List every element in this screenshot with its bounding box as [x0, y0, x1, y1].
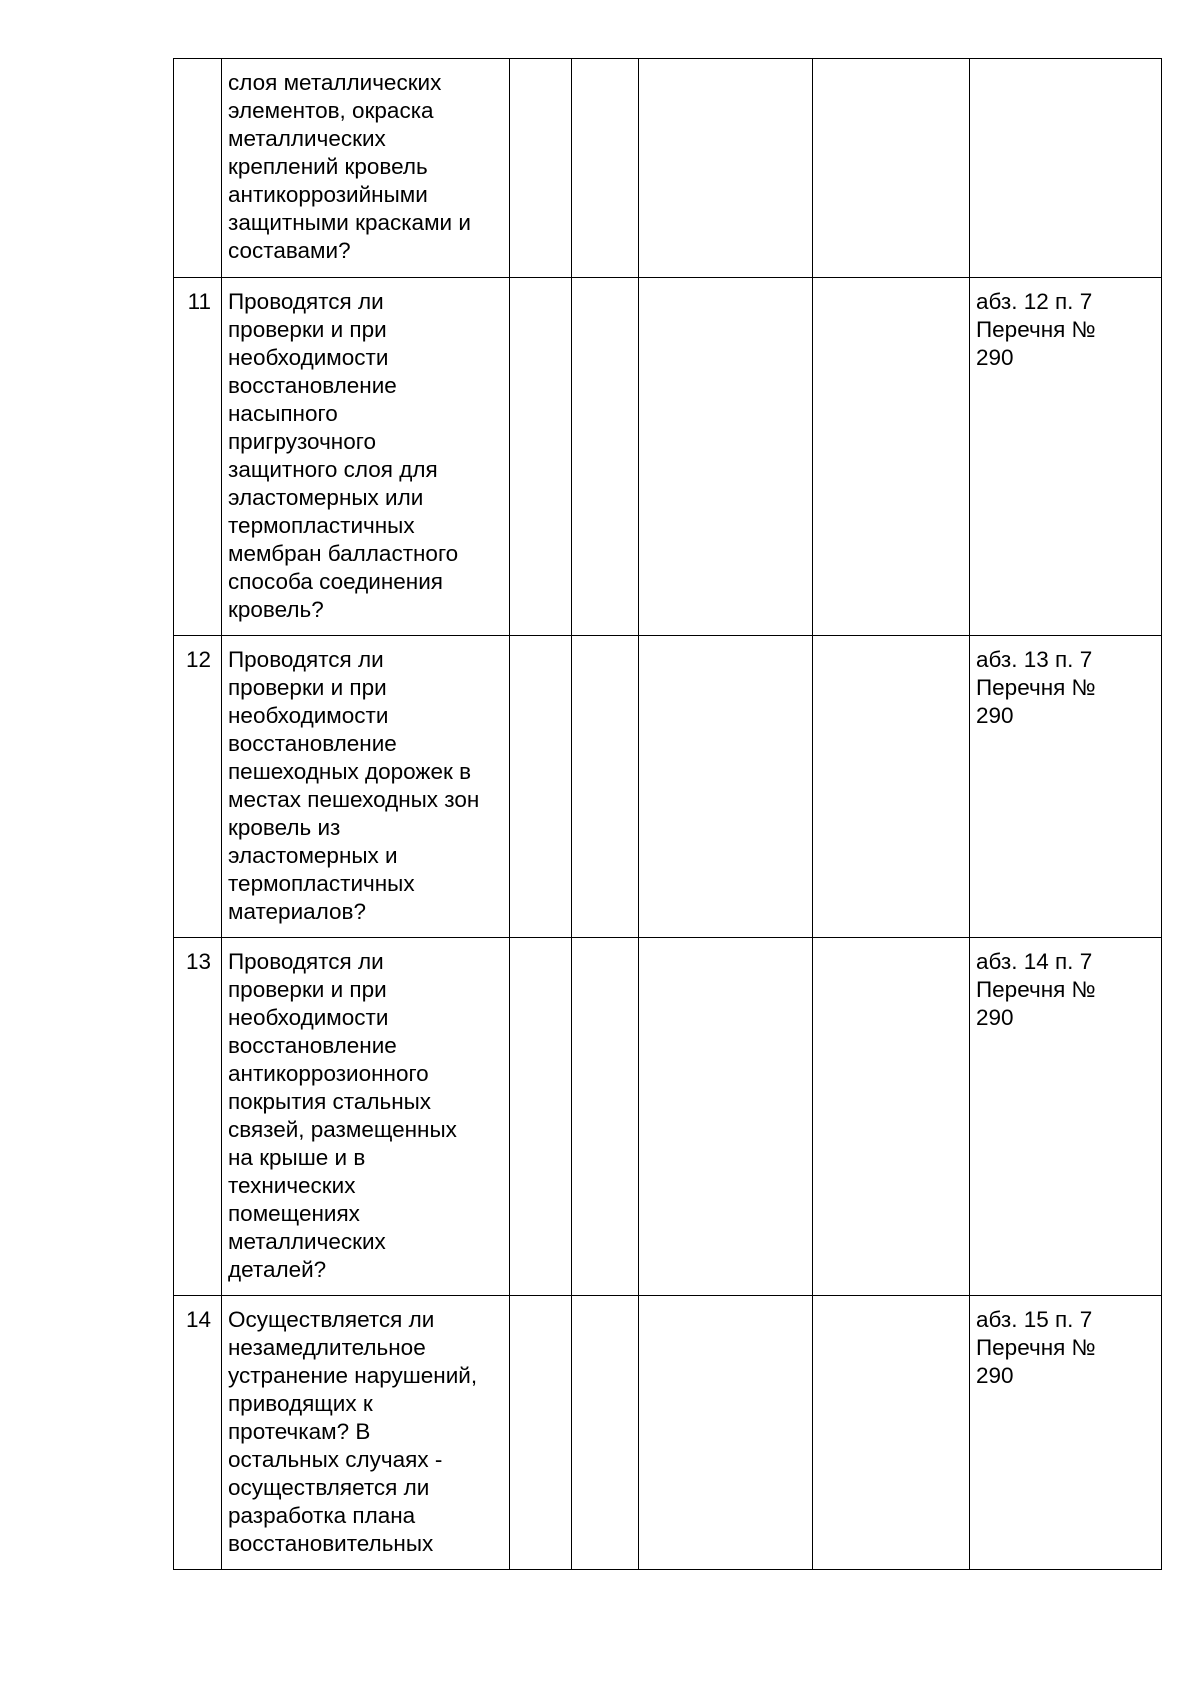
reference-cell	[970, 938, 1162, 1296]
question-text: Проводятся ли проверки и при необходимости восстановление антикоррозионного покрытия стальных связей, размещенных на крыше и в технических помещениях металлических деталей?	[228, 949, 457, 1282]
question-cell	[222, 938, 510, 1296]
checklist-body	[174, 59, 1162, 1570]
question-text: Проводятся ли проверки и при необходимости восстановление пешеходных дорожек в местах пешеходных зон кровель из эластомерных и термопластичных материалов?	[228, 647, 480, 924]
answer-cell-3	[510, 1296, 572, 1570]
answer-cell-4	[572, 636, 639, 938]
row-number-cell	[174, 938, 222, 1296]
answer-cell-5	[639, 636, 813, 938]
answer-cell-6	[813, 636, 970, 938]
answer-cell-4	[572, 278, 639, 636]
question-cell	[222, 1296, 510, 1570]
row-number: 11	[187, 289, 211, 314]
question-cell	[222, 59, 510, 278]
table-row	[174, 636, 1162, 938]
row-number-cell	[174, 1296, 222, 1570]
answer-cell-3	[510, 636, 572, 938]
answer-cell-4	[572, 938, 639, 1296]
answer-cell-5	[639, 1296, 813, 1570]
row-number-cell	[174, 59, 222, 278]
answer-cell-6	[813, 938, 970, 1296]
answer-cell-6	[813, 59, 970, 278]
answer-cell-3	[510, 59, 572, 278]
answer-cell-5	[639, 938, 813, 1296]
reference-text: абз. 13 п. 7 Перечня № 290	[976, 647, 1096, 728]
reference-cell	[970, 59, 1162, 278]
table-row	[174, 1296, 1162, 1570]
question-cell	[222, 636, 510, 938]
row-number: 14	[185, 1307, 211, 1332]
row-number-cell	[174, 278, 222, 636]
answer-cell-5	[639, 278, 813, 636]
reference-cell	[970, 1296, 1162, 1570]
row-number: 12	[185, 647, 211, 672]
table-row	[174, 278, 1162, 636]
table-row	[174, 59, 1162, 278]
answer-cell-4	[572, 59, 639, 278]
answer-cell-3	[510, 278, 572, 636]
question-text: слоя металлических элементов, окраска металлических креплений кровель антикоррозийными защитными красками и составами?	[228, 70, 471, 263]
reference-text: абз. 14 п. 7 Перечня № 290	[976, 949, 1096, 1030]
reference-text: абз. 15 п. 7 Перечня № 290	[976, 1307, 1096, 1388]
checklist-table	[173, 58, 1162, 1570]
answer-cell-4	[572, 1296, 639, 1570]
row-number-cell	[174, 636, 222, 938]
answer-cell-6	[813, 278, 970, 636]
answer-cell-5	[639, 59, 813, 278]
table-row	[174, 938, 1162, 1296]
answer-cell-6	[813, 1296, 970, 1570]
row-number: 13	[185, 949, 211, 974]
reference-text: абз. 12 п. 7 Перечня № 290	[976, 289, 1096, 370]
question-text: Осуществляется ли незамедлительное устранение нарушений, приводящих к протечкам? В остальных случаях - осуществляется ли разработка плана восстановительных	[228, 1307, 478, 1556]
question-cell	[222, 278, 510, 636]
question-text: Проводятся ли проверки и при необходимости восстановление насыпного пригрузочного защитного слоя для эластомерных или термопластичных мембран балластного способа соединения кровель?	[228, 289, 459, 622]
reference-cell	[970, 278, 1162, 636]
answer-cell-3	[510, 938, 572, 1296]
reference-cell	[970, 636, 1162, 938]
